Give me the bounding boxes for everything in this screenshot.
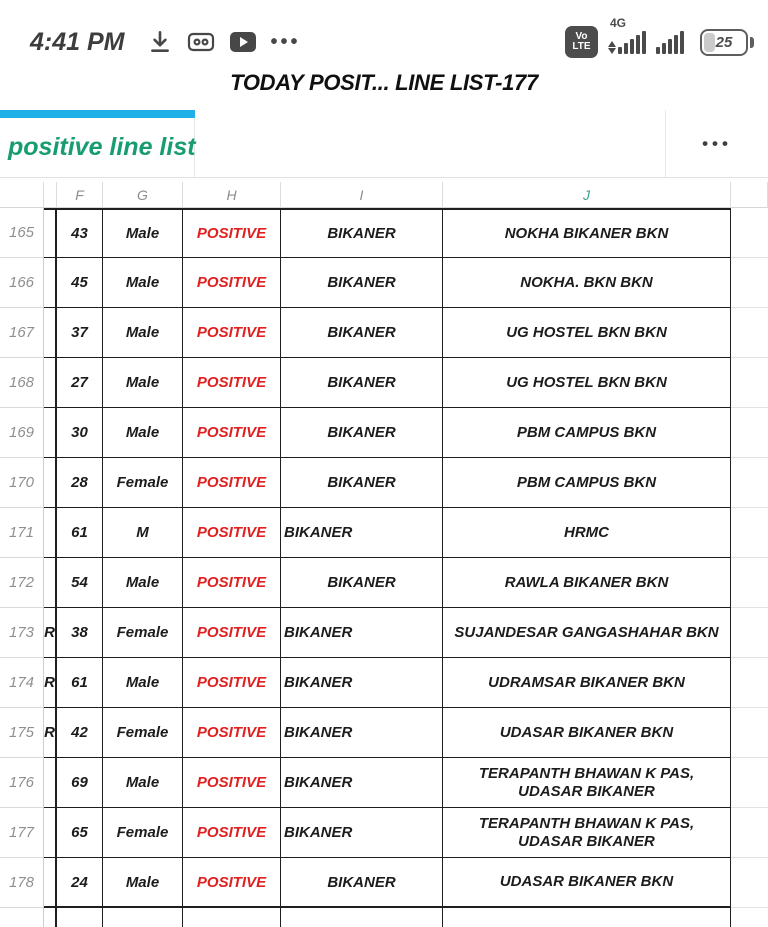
col-header-g[interactable]: G: [103, 182, 183, 208]
signal-bars-sim1: [608, 15, 646, 54]
table-row: [0, 258, 768, 308]
cell-address[interactable]: [443, 908, 731, 927]
tab-label: positive line list: [8, 133, 196, 161]
cell-age[interactable]: 65: [57, 808, 103, 858]
cell-address[interactable]: PBM CAMPUS BKN: [443, 408, 731, 458]
cell-col-k[interactable]: [731, 708, 768, 758]
cell-result[interactable]: POSITIVE: [183, 458, 281, 508]
cell-address[interactable]: UG HOSTEL BKN BKN: [443, 358, 731, 408]
cell-result[interactable]: POSITIVE: [183, 808, 281, 858]
cell-address[interactable]: TERAPANTH BHAWAN K PAS, UDASAR BIKANER: [443, 758, 731, 808]
cell-result[interactable]: POSITIVE: [183, 858, 281, 908]
cell-result[interactable]: POSITIVE: [183, 708, 281, 758]
signal-bars-sim2: [656, 31, 684, 54]
status-bar-left: [30, 28, 301, 57]
cell-result[interactable]: POSITIVE: [183, 758, 281, 808]
cell-age[interactable]: 54: [57, 558, 103, 608]
cassette-icon: [187, 29, 215, 55]
row-number[interactable]: 168: [0, 358, 44, 408]
cell-address[interactable]: SUJANDESAR GANGASHAHAR BKN: [443, 608, 731, 658]
cell-address[interactable]: UG HOSTEL BKN BKN: [443, 308, 731, 358]
cell-age[interactable]: 45: [57, 258, 103, 308]
cell-col-k[interactable]: [731, 808, 768, 858]
table-row: [0, 608, 768, 658]
more-dots-icon: •••: [702, 133, 732, 153]
cell-age[interactable]: 24: [57, 858, 103, 908]
cell-col-k[interactable]: [731, 458, 768, 508]
row-number[interactable]: 174: [0, 658, 44, 708]
table-row: [0, 858, 768, 908]
row-number[interactable]: 177: [0, 808, 44, 858]
spreadsheet-grid: [0, 182, 768, 927]
partial-row: [0, 908, 768, 927]
battery-level: 25: [715, 33, 733, 51]
cell-district[interactable]: BIKANER: [281, 858, 443, 908]
status-bar: [0, 0, 768, 70]
cell-address[interactable]: RAWLA BIKANER BKN: [443, 558, 731, 608]
cell-gender[interactable]: M: [103, 508, 183, 558]
col-header-k[interactable]: [731, 182, 768, 208]
cell-col-k[interactable]: [731, 408, 768, 458]
cell-result[interactable]: [183, 908, 281, 927]
row-number[interactable]: 166: [0, 258, 44, 308]
col-header-j[interactable]: J: [443, 182, 731, 208]
cell-age[interactable]: 43: [57, 208, 103, 258]
table-body: [0, 208, 768, 908]
cell-col-e[interactable]: [44, 508, 57, 558]
document-title: TODAY POSIT... LINE LIST-177: [230, 70, 538, 95]
cell-district[interactable]: BIKANER: [281, 308, 443, 358]
col-header-i[interactable]: I: [281, 182, 443, 208]
tab-menu-button[interactable]: [665, 110, 768, 177]
cell-col-e[interactable]: [44, 408, 57, 458]
cell-col-e[interactable]: [44, 458, 57, 508]
row-number[interactable]: 169: [0, 408, 44, 458]
cell-col-k[interactable]: [731, 608, 768, 658]
column-header-row: [0, 182, 768, 208]
table-row: [0, 758, 768, 808]
cell-col-e[interactable]: [44, 908, 57, 927]
row-number[interactable]: 173: [0, 608, 44, 658]
cell-result[interactable]: POSITIVE: [183, 408, 281, 458]
cell-address[interactable]: NOKHA BIKANER BKN: [443, 208, 731, 258]
cell-col-k[interactable]: [731, 508, 768, 558]
notification-overflow-icon: •••: [270, 30, 301, 53]
cell-gender[interactable]: Male: [103, 408, 183, 458]
cell-gender[interactable]: [103, 908, 183, 927]
row-number[interactable]: 178: [0, 858, 44, 908]
cell-address[interactable]: UDASAR BIKANER BKN: [443, 708, 731, 758]
cell-col-e[interactable]: [44, 308, 57, 358]
tab-positive-line-list[interactable]: [0, 110, 195, 177]
cell-col-k[interactable]: [731, 558, 768, 608]
cell-col-e[interactable]: [44, 358, 57, 408]
table-row: [0, 558, 768, 608]
col-header-e[interactable]: [44, 182, 57, 208]
cell-district[interactable]: BIKANER: [281, 558, 443, 608]
volte-bottom-label: LTE: [572, 41, 591, 52]
table-row: [0, 358, 768, 408]
row-number[interactable]: 176: [0, 758, 44, 808]
cell-gender[interactable]: Female: [103, 458, 183, 508]
row-number[interactable]: 171: [0, 508, 44, 558]
cell-col-e[interactable]: [44, 758, 57, 808]
cell-district[interactable]: BIKANER: [281, 658, 443, 708]
cell-age[interactable]: 42: [57, 708, 103, 758]
cell-col-e[interactable]: [44, 258, 57, 308]
row-number[interactable]: 175: [0, 708, 44, 758]
cell-col-k[interactable]: [731, 658, 768, 708]
cell-col-k[interactable]: [731, 358, 768, 408]
col-header-h[interactable]: H: [183, 182, 281, 208]
cell-gender[interactable]: Male: [103, 208, 183, 258]
cell-result[interactable]: POSITIVE: [183, 258, 281, 308]
active-tab-indicator: [0, 110, 195, 118]
cell-col-k[interactable]: [731, 208, 768, 258]
table-row: [0, 808, 768, 858]
cell-district[interactable]: BIKANER: [281, 758, 443, 808]
cell-district[interactable]: BIKANER: [281, 608, 443, 658]
cell-col-e[interactable]: [44, 808, 57, 858]
cell-result[interactable]: POSITIVE: [183, 508, 281, 558]
table-row: [0, 408, 768, 458]
cell-age[interactable]: 69: [57, 758, 103, 808]
cell-gender[interactable]: Male: [103, 658, 183, 708]
cell-gender[interactable]: Male: [103, 758, 183, 808]
cell-age[interactable]: 27: [57, 358, 103, 408]
clock-label: 4:41 PM: [30, 27, 125, 56]
cell-col-k[interactable]: [731, 308, 768, 358]
table-row: [0, 308, 768, 358]
table-row: [0, 208, 768, 258]
cell-col-e[interactable]: [44, 208, 57, 258]
row-number[interactable]: 165: [0, 208, 44, 258]
cell-gender[interactable]: Female: [103, 708, 183, 758]
cell-district[interactable]: BIKANER: [281, 408, 443, 458]
tab-bar-spacer: [195, 110, 665, 177]
volte-top-label: Vo: [575, 31, 588, 42]
cell-gender[interactable]: Male: [103, 308, 183, 358]
cell-gender[interactable]: Female: [103, 608, 183, 658]
corner-cell[interactable]: [0, 182, 44, 208]
cell-district[interactable]: BIKANER: [281, 208, 443, 258]
cell-col-k[interactable]: [731, 908, 768, 927]
row-number[interactable]: [0, 908, 44, 927]
cell-address[interactable]: UDRAMSAR BIKANER BKN: [443, 658, 731, 708]
cell-gender[interactable]: Male: [103, 258, 183, 308]
battery-nub: [750, 37, 754, 48]
cell-address[interactable]: PBM CAMPUS BKN: [443, 458, 731, 508]
download-icon: [147, 29, 173, 55]
youtube-icon: [229, 29, 257, 55]
cell-col-e[interactable]: R: [44, 608, 57, 658]
cell-result[interactable]: POSITIVE: [183, 658, 281, 708]
network-type-label: 4G: [610, 15, 627, 30]
col-header-f[interactable]: F: [57, 182, 103, 208]
cell-gender[interactable]: Male: [103, 358, 183, 408]
status-bar-right: [565, 15, 754, 58]
cell-address[interactable]: HRMC: [443, 508, 731, 558]
cell-gender[interactable]: Male: [103, 858, 183, 908]
cell-address[interactable]: TERAPANTH BHAWAN K PAS, UDASAR BIKANER: [443, 808, 731, 858]
table-row: [0, 458, 768, 508]
cell-district[interactable]: BIKANER: [281, 508, 443, 558]
cell-age[interactable]: 28: [57, 458, 103, 508]
row-number[interactable]: 167: [0, 308, 44, 358]
cell-address[interactable]: UDASAR BIKANER BKN: [443, 858, 731, 908]
volte-badge: [565, 26, 598, 58]
cell-result[interactable]: POSITIVE: [183, 558, 281, 608]
battery-icon: [700, 29, 748, 56]
row-number[interactable]: 170: [0, 458, 44, 508]
cell-result[interactable]: POSITIVE: [183, 208, 281, 258]
cell-district[interactable]: BIKANER: [281, 358, 443, 408]
sheet-tab-bar: [0, 110, 768, 178]
cell-col-e[interactable]: R: [44, 708, 57, 758]
data-activity-icon: [608, 41, 616, 54]
cell-col-k[interactable]: [731, 258, 768, 308]
row-number[interactable]: 172: [0, 558, 44, 608]
signal-bars-icon: [618, 31, 646, 54]
table-row: [0, 508, 768, 558]
cell-result[interactable]: POSITIVE: [183, 358, 281, 408]
cell-col-k[interactable]: [731, 858, 768, 908]
cell-age[interactable]: [57, 908, 103, 927]
cell-age[interactable]: 30: [57, 408, 103, 458]
cell-age[interactable]: 61: [57, 658, 103, 708]
cell-result[interactable]: POSITIVE: [183, 308, 281, 358]
cell-age[interactable]: 38: [57, 608, 103, 658]
cell-district[interactable]: BIKANER: [281, 258, 443, 308]
cell-col-e[interactable]: R: [44, 658, 57, 708]
cell-gender[interactable]: Male: [103, 558, 183, 608]
cell-district[interactable]: [281, 908, 443, 927]
cell-col-e[interactable]: [44, 858, 57, 908]
table-row: [0, 658, 768, 708]
cell-age[interactable]: 61: [57, 508, 103, 558]
table-row: [0, 708, 768, 758]
cell-district[interactable]: BIKANER: [281, 808, 443, 858]
cell-gender[interactable]: Female: [103, 808, 183, 858]
cell-col-e[interactable]: [44, 558, 57, 608]
cell-address[interactable]: NOKHA. BKN BKN: [443, 258, 731, 308]
cell-age[interactable]: 37: [57, 308, 103, 358]
cell-district[interactable]: BIKANER: [281, 458, 443, 508]
cell-col-k[interactable]: [731, 758, 768, 808]
cell-district[interactable]: BIKANER: [281, 708, 443, 758]
cell-result[interactable]: POSITIVE: [183, 608, 281, 658]
signal-bars-icon: [656, 31, 684, 54]
